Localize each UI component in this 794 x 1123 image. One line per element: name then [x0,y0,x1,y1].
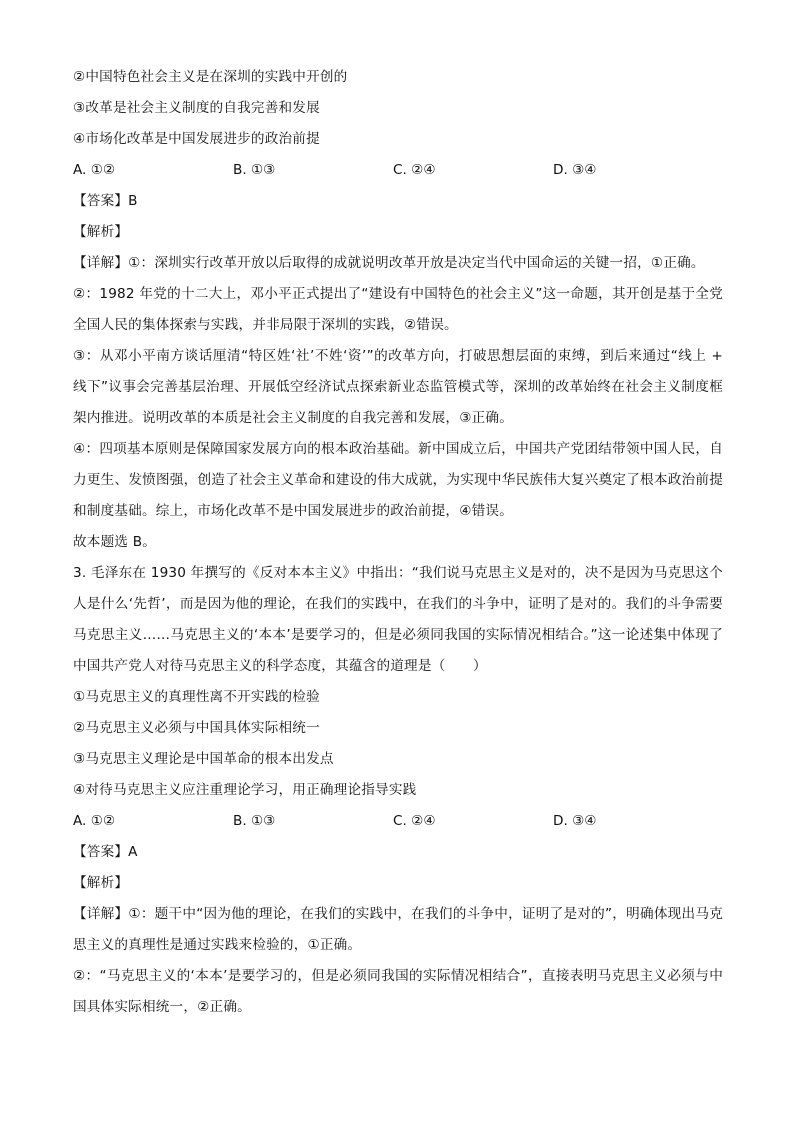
q3-option-d: D. ③④ [553,813,597,829]
q2-conclusion: 故本题选 B。 [73,534,157,550]
q2-detail-2: ②：1982 年党的十二大上，邓小平正式提出了“建设有中国特色的社会主义”这一命题，其开创是基于全党全国人民的集体探索与实践，并非局限于深圳的实践，②错误。 [73,286,723,333]
q3-answer: 【答案】A [73,844,138,860]
q2-detail-4: ④：四项基本原则是保障国家发展方向的根本政治基础。新中国成立后，中国共产党团结带领中国人民，自力更生、发愤图强，创造了社会主义革命和建设的伟大成就，为实现中华民族伟大复兴奠定了根本政治前提和制度基础。综上，市场化改革不是中国发展进步的政治前提，④错误。 [73,441,723,519]
q2-option-d: D. ③④ [553,162,597,178]
q3-statement-4: ④对待马克思主义应注重理论学习，用正确理论指导实践 [73,782,417,798]
q2-statement-2: ②中国特色社会主义是在深圳的实践中开创的 [73,69,348,85]
q2-option-b: B. ①③ [233,162,276,178]
q2-statement-3: ③改革是社会主义制度的自我完善和发展 [73,100,320,116]
q3-statement-1: ①马克思主义的真理性离不开实践的检验 [73,689,320,705]
q2-statement-4: ④市场化改革是中国发展进步的政治前提 [73,131,320,147]
q3-detail-1: 【详解】①：题干中“因为他的理论，在我们的实践中，在我们的斗争中，证明了是对的”，明确体现出马克思主义的真理性是通过实践来检验的，①正确。 [73,906,723,953]
q3-analysis-label: 【解析】 [73,875,129,891]
q2-analysis-label: 【解析】 [73,224,129,240]
q3-option-a: A. ①② [73,813,116,829]
q3-statement-3: ③马克思主义理论是中国革命的根本出发点 [73,751,334,767]
q3-statement-2: ②马克思主义必须与中国具体实际相统一 [73,720,320,736]
q2-answer: 【答案】B [73,193,138,209]
q3-detail-2: ②：“马克思主义的‘本本’是要学习的，但是必须同我国的实际情况相结合”，直接表明马克思主义必须与中国具体实际相统一，②正确。 [73,968,723,1015]
q2-option-a: A. ①② [73,162,116,178]
document-page [73,62,723,1023]
q3-options [73,806,723,837]
q3-option-c: C. ②④ [393,813,436,829]
q2-detail-1: 【详解】①：深圳实行改革开放以后取得的成就说明改革开放是决定当代中国命运的关键一招，①正确。 [73,255,705,271]
q2-options [73,155,723,186]
q3-stem: 3. 毛泽东在 1930 年撰写的《反对本本主义》中指出：“我们说马克思主义是对的，决不是因为马克思这个人是什么‘先哲’，而是因为他的理论，在我们的实践中，在我们的斗争中，证明了是对的。我们的斗争需要马克思主义……马克思主义的‘本本’是要学习的，但是必须同我国的实际情况相结合。”这一论述集中体现了中国共产党人对待马克思主义的科学态度，其蕴含的道理是（ ） [73,565,723,674]
q2-detail-3: ③：从邓小平南方谈话厘清“特区姓‘社’不姓‘资’”的改革方向，打破思想层面的束缚，到后来通过“线上 + 线下”议事会完善基层治理、开展低空经济试点探索新业态监管模式等，深圳的改革始终在社会主义制度框架内推进。说明改革的本质是社会主义制度的自我完善和发展，③正确。 [73,348,723,426]
q3-option-b: B. ①③ [233,813,276,829]
q2-option-c: C. ②④ [393,162,436,178]
